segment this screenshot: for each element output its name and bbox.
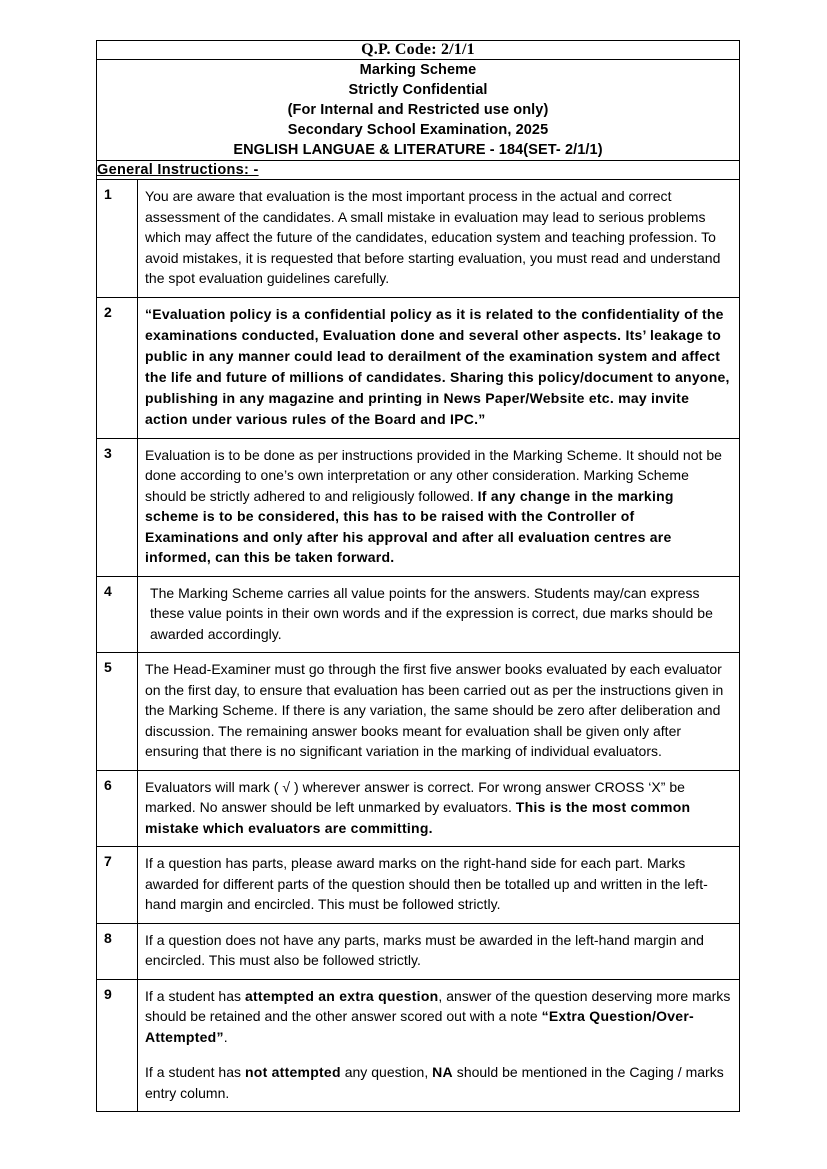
instruction-number: 6 [97,770,138,847]
instruction-text [138,923,740,979]
body-text: If a student has [145,1064,245,1080]
general-instructions-cell [97,161,740,180]
instruction-paragraph [145,659,731,762]
instruction-row [97,438,740,576]
instruction-paragraph [145,583,731,645]
body-text: . [223,1028,228,1045]
instruction-paragraph [145,986,731,1048]
emphasis-text: This is the most common mistake which evaluators are committing. [145,799,691,836]
title-line-1: Marking Scheme [359,62,477,78]
instruction-text [138,297,740,438]
body-text: should be mentioned in the Caging / marks entry column. [145,1064,724,1101]
instruction-number: 2 [97,297,138,438]
body-text: The Head-Examiner must go through the first five answer books evaluated by each evaluator on the first day, to ensure that evaluation has been carried out as per the instructions given in the Marking Scheme. If there is any variation, the same should be zero after deliberation and discussion. The remaining answer books meant for evaluation shall be given only after ensuring that there is no significant variation in the marking of individual evaluators. [145,661,724,759]
instruction-number: 1 [97,180,138,298]
instruction-paragraph [145,930,731,971]
instruction-paragraph [145,853,731,915]
instruction-number: 8 [97,923,138,979]
instruction-row [97,297,740,438]
instruction-paragraph [145,777,731,839]
instruction-row [97,979,740,1112]
title-line-2: Strictly Confidential [348,82,488,98]
general-instructions-row [97,161,740,180]
instruction-row [97,847,740,924]
instruction-row [97,180,740,298]
instruction-text [138,180,740,298]
instruction-paragraph [145,186,731,289]
emphasis-text: NA [432,1064,453,1080]
instruction-row [97,923,740,979]
body-text: You are aware that evaluation is the most important process in the actual and correct assessment of the candidates. A small mistake in evaluation may lead to serious problems which may affect the future of the candidates, education system and teaching profession. To avoid mistakes, it is requested that before starting evaluation, you must read and understand the spot evaluation guidelines carefully. [145,188,721,286]
table-body [97,41,740,180]
body-text: If a question does not have any parts, marks must be awarded in the left-hand margin and encircled. This must also be followed strictly. [145,931,704,968]
instruction-paragraph [145,1062,731,1103]
instruction-rows [97,180,740,1112]
instruction-number: 9 [97,979,138,1112]
body-text: , answer of the question deserving more marks should be retained and the other answer scored out with a note [145,987,731,1024]
general-instructions-heading: General Instructions: - [97,162,259,178]
instruction-number: 7 [97,847,138,924]
instruction-number: 4 [97,576,138,653]
instruction-row [97,770,740,847]
marking-scheme-table [96,40,740,1112]
instruction-text [138,438,740,576]
instruction-row [97,576,740,653]
emphasis-text: not attempted [244,1064,341,1080]
emphasis-text: “Extra Question/Over- Attempted” [145,1008,694,1045]
emphasis-text: “Evaluation policy is a confidential policy as it is related to the confidentiality of the examinations conducted, Evaluation done and several other aspects. Its’ leakage to public in any manner could lead to derailment of the examination system and affect the life and future of millions of candidates. Sharing this policy/document to anyone, publishing in any magazine and printing in News Paper/Website etc. may invite action under various rules of the Board and IPC.” [145,305,730,427]
instruction-paragraph [145,304,731,430]
instruction-text [138,653,740,771]
body-text: Evaluators will mark ( √ ) wherever answer is correct. For wrong answer CROSS ‘X” be marked. No answer should be left unmarked by evaluators. [145,778,685,815]
body-text: Evaluation is to be done as per instructions provided in the Marking Scheme. It should not be done according to one’s own interpretation or any other consideration. Marking Scheme should be strictly adhered to and religiously followed. [145,446,722,504]
instruction-number: 5 [97,653,138,771]
qp-code-text: Q.P. Code: 2/1/1 [361,41,475,58]
qp-code-cell [97,41,740,60]
title-line-5: ENGLISH LANGUAE & LITERATURE - 184(SET- 2/1/1) [233,142,603,158]
emphasis-text: attempted an extra question [244,987,439,1004]
instruction-paragraph [145,445,731,568]
title-line-3: (For Internal and Restricted use only) [287,102,549,118]
instruction-text [138,847,740,924]
instruction-row [97,653,740,771]
instruction-number: 3 [97,438,138,576]
document-title-cell [97,60,740,161]
instruction-text [138,576,740,653]
qp-code-row [97,41,740,60]
document-title-row [97,60,740,161]
title-line-4: Secondary School Examination, 2025 [287,122,549,138]
instruction-text [138,979,740,1112]
instruction-text [138,770,740,847]
emphasis-text: If any change in the marking scheme is to be considered, this has to be raised with the Controller of Examinations and only after his approval and after all evaluation centres are informed, can this be taken forward. [145,487,674,565]
body-text: any question, [340,1064,433,1080]
body-text: The Marking Scheme carries all value points for the answers. Students may/can express these value points in their own words and if the expression is correct, due marks should be awarded accordingly. [150,584,713,642]
body-text: If a question has parts, please award marks on the right-hand side for each part. Marks awarded for different parts of the question should then be totalled up and written in the left-hand margin and encircled. This must be followed strictly. [145,855,708,912]
body-text: If a student has [145,987,245,1004]
